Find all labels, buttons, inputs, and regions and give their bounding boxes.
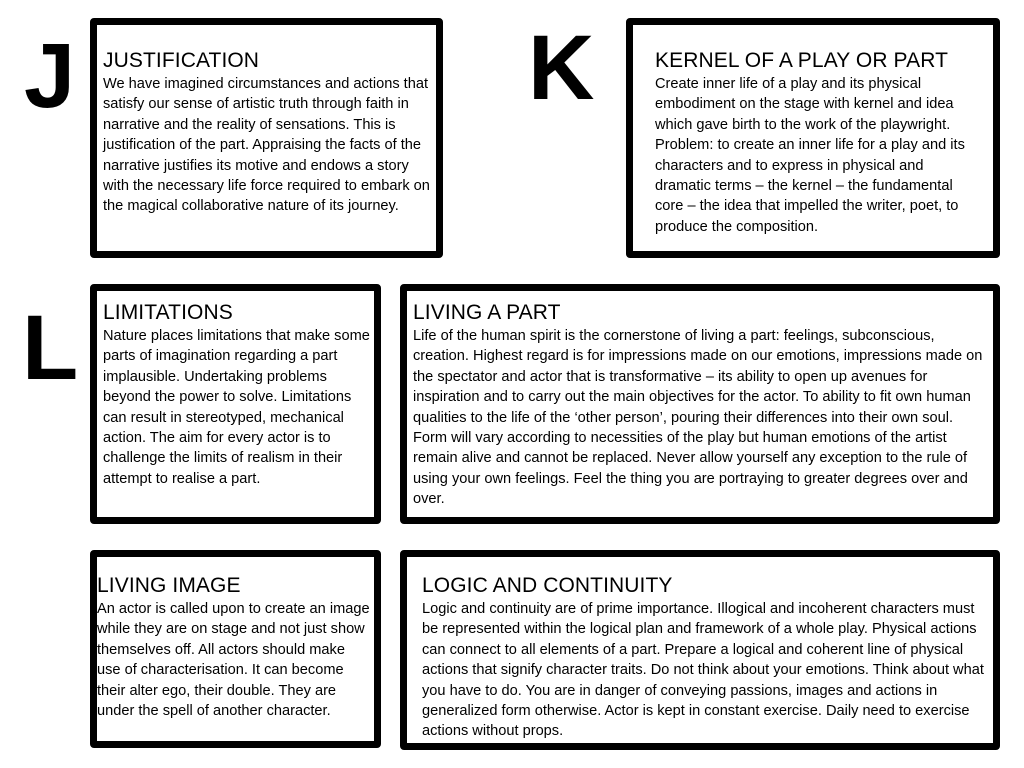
card-living-image [90, 550, 381, 748]
card-justification [90, 18, 443, 258]
card-body: An actor is called upon to create an image while they are on stage and not just show themselves off. All actors should make use of characterisation. It can become their alter ego, their double. They are under the spell of another character. [97, 601, 370, 720]
card-limitations [90, 284, 381, 524]
section-letter-k: K [528, 17, 595, 119]
card-title: KERNEL OF A PLAY OR PART [655, 49, 949, 72]
card-body: Logic and continuity are of prime importance. Illogical and incoherent characters must be represented within the logical plan and framework of a whole play. Physical actions can connect to all elements of a part. Prepare a logical and coherent line of physical actions that signify character traits. Do not think about your emotions. Think about what you have to do. You are in danger of conveying passions, images and actions in generalized form otherwise. Actor is kept in constant exercise. Daily need to exercise actions without props. [422, 601, 984, 740]
card-title: JUSTIFICATION [103, 49, 260, 72]
card-body: Life of the human spirit is the cornerstone of living a part: feelings, subconscious, creation. Highest regard is for impressions made on our emotions, impressions made on the spectator and actor that is transformative – its ability to open up avenues for inspiration and to carry out the main objectives for the actor. To ability to fit own human qualities to the life of the ‘other person’, pouring their differences into their own soul. Form will vary according to necessities of the play but human emotions of the artist remain alive and cannot be replaced. Never allow yourself any exception to the rule of using your own feelings. Feel the thing you are portraying to greater degrees over and over. [413, 328, 983, 508]
section-letter-l: L [22, 297, 79, 399]
card-body: Nature places limitations that make some parts of imagination regarding a part implausible. Undertaking problems beyond the power to solve. Limitations can result in stereotyped, mechanical action. The aim for every actor is to challenge the limits of realism in their attempt to realise a part. [103, 328, 370, 487]
card-title: LIMITATIONS [103, 301, 233, 324]
section-letter-j: J [24, 25, 76, 127]
card-title: LIVING IMAGE [97, 574, 241, 597]
card-logic-and-continuity [400, 550, 1000, 750]
card-kernel [626, 18, 1000, 258]
card-body: Create inner life of a play and its physical embodiment on the stage with kernel and idea which gave birth to the work of the playwright. Problem: to create an inner life for a play and its characters and to express in physical and dramatic terms – the kernel – the fundamental core – the idea that impelled the writer, poet, to produce the composition. [655, 76, 965, 235]
card-living-a-part [400, 284, 1000, 524]
card-title: LOGIC AND CONTINUITY [422, 574, 673, 597]
card-body: We have imagined circumstances and actions that satisfy our sense of artistic truth through faith in narrative and the reality of sensations. This is justification of the part. Appraising the facts of the narrative justifies its motive and endows a story with the necessary life force required to embark on the magical collaborative nature of its journey. [103, 76, 430, 215]
card-title: LIVING A PART [413, 301, 561, 324]
